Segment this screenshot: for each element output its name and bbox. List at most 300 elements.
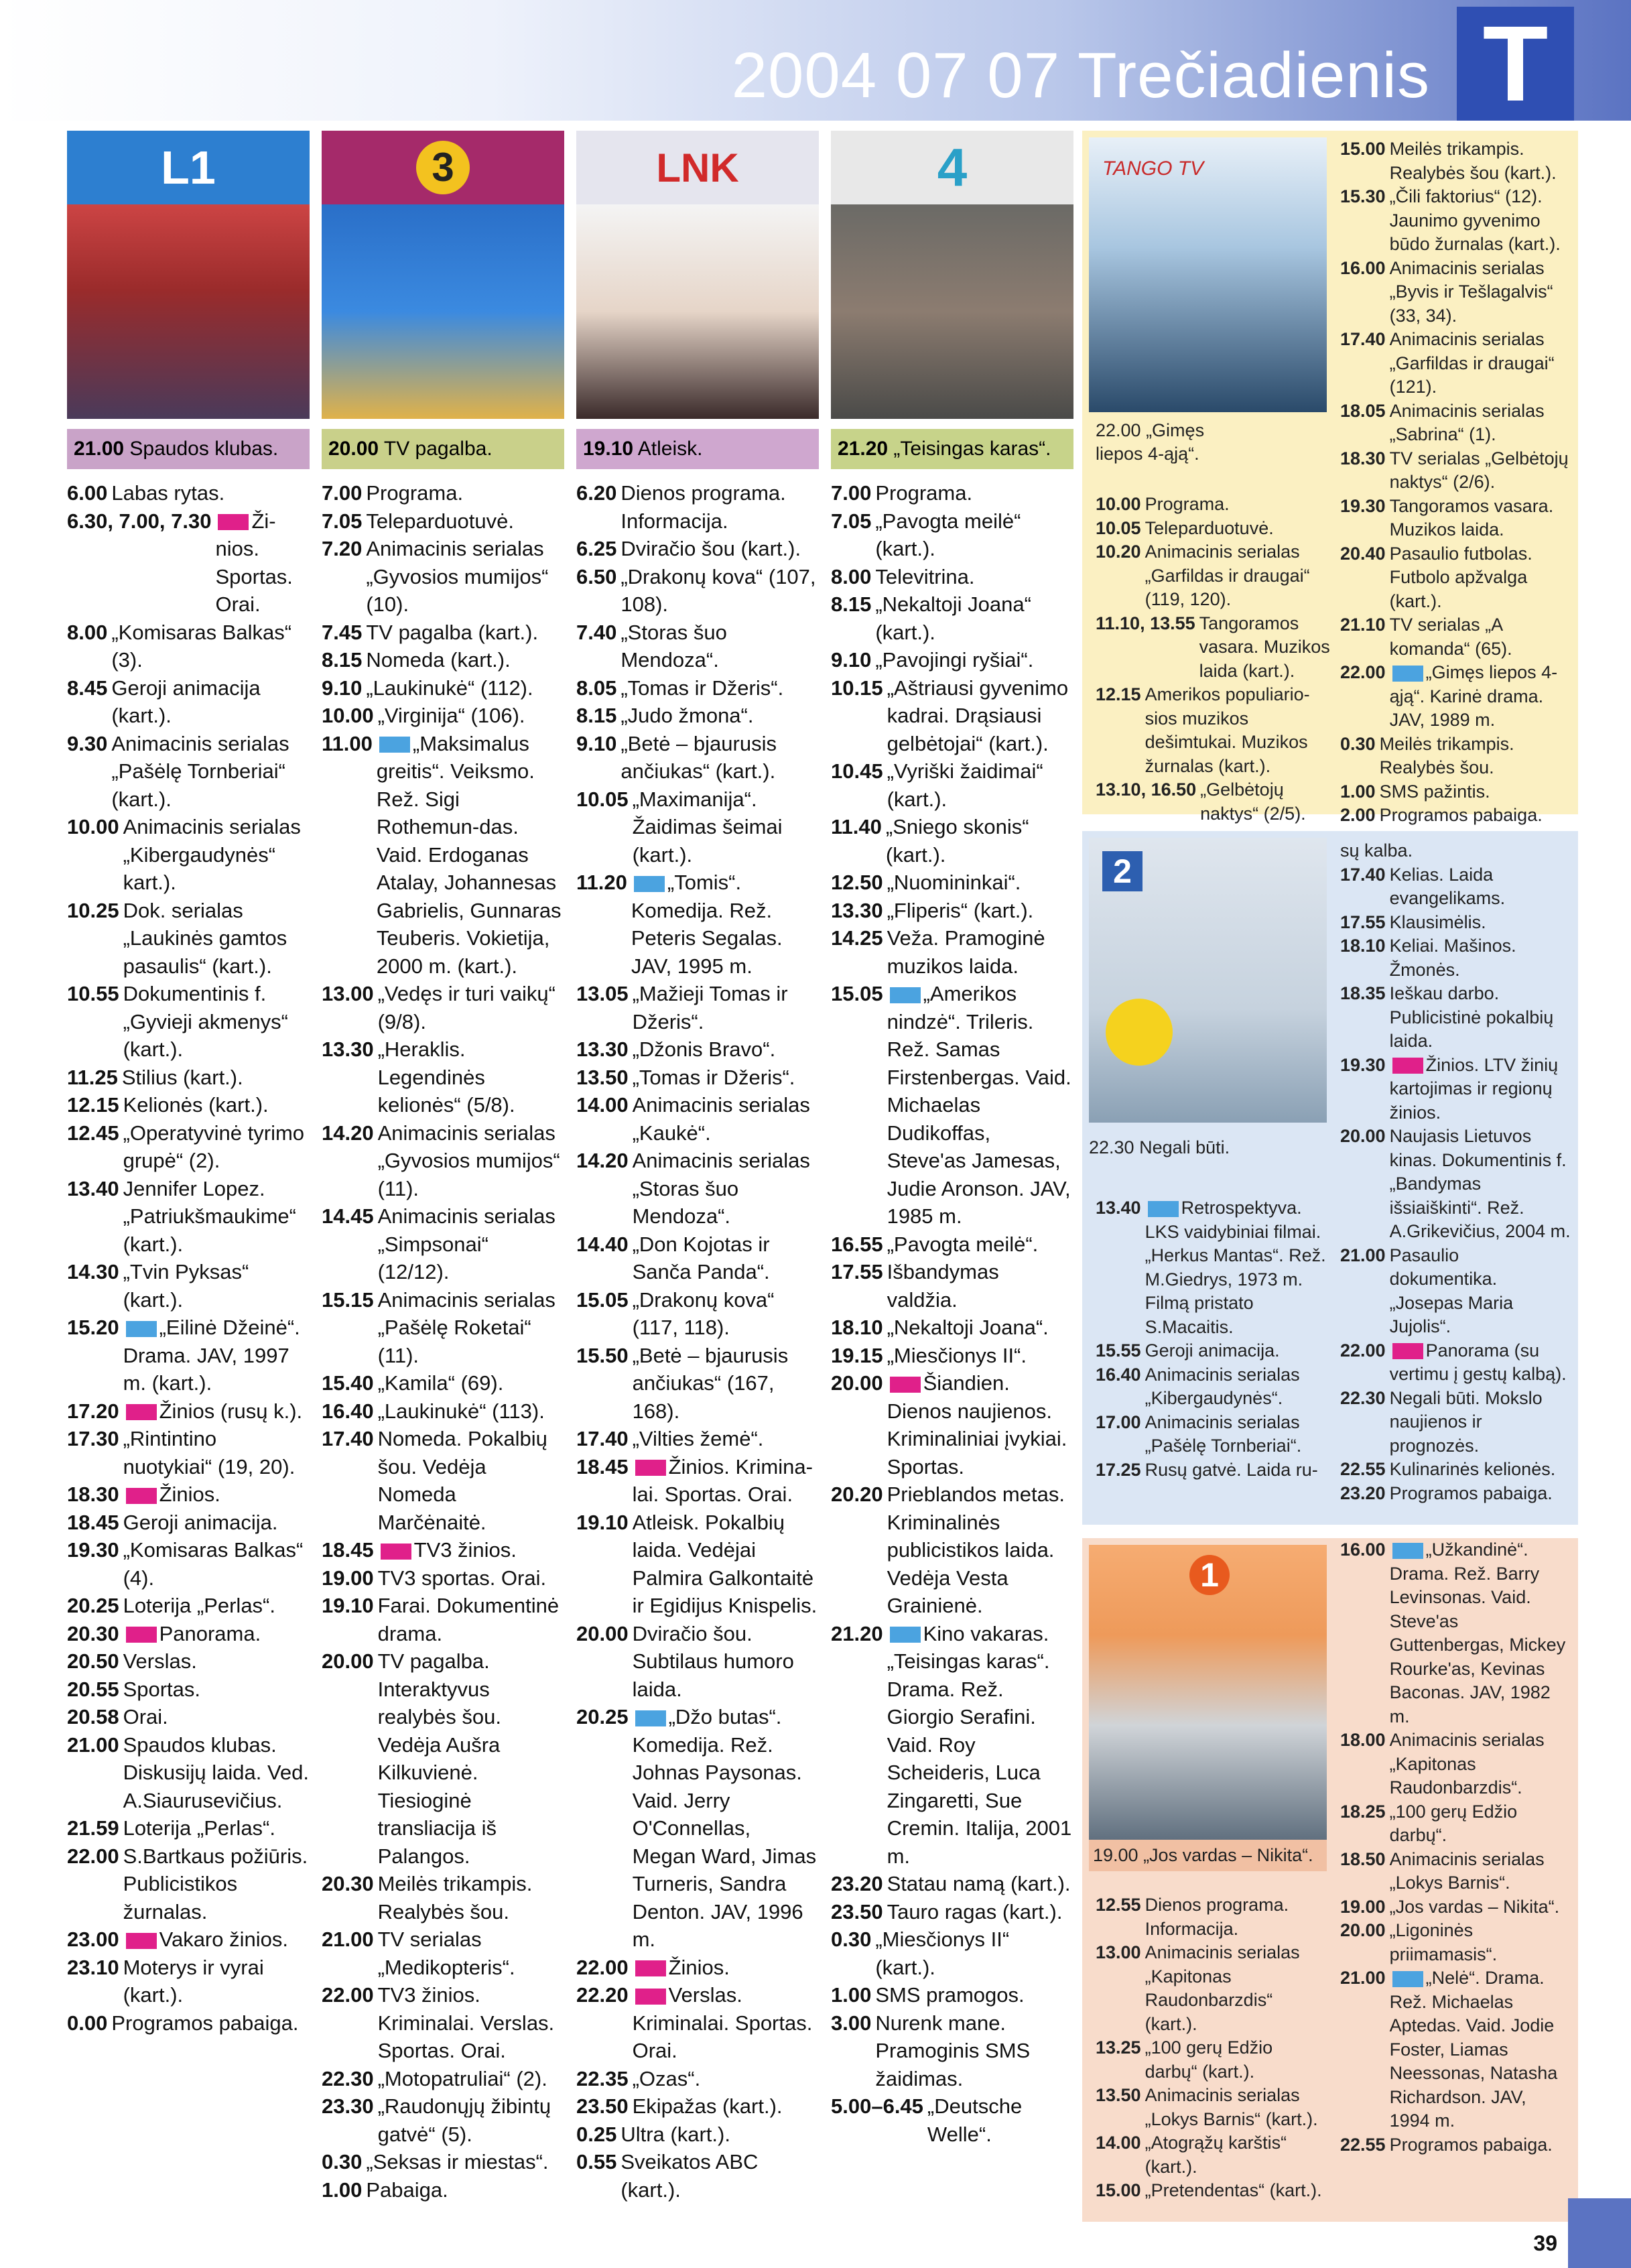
program-title: Ekipažas (kart.).: [632, 2094, 783, 2118]
film-icon: [890, 987, 921, 1003]
program-time: 10.05: [576, 787, 629, 811]
program-time: 20.00: [576, 1621, 629, 1645]
program-item: [67, 1592, 310, 1620]
program-title: „Čili faktorius“ (12). Jaunimo gyvenimo būdo žurnalas (kart.).: [1389, 186, 1561, 254]
program-title: „Komisaras Balkas“ (4).: [123, 1538, 304, 1590]
program-item: [831, 1231, 1073, 1259]
program-item: [322, 2148, 564, 2176]
program-item: [1340, 1966, 1571, 2133]
program-time: 6.00: [67, 481, 108, 505]
news-icon: [381, 1544, 411, 1560]
program-item: [831, 1314, 1073, 1342]
program-time: 12.50: [831, 871, 883, 894]
program-time: 20.55: [67, 1677, 119, 1701]
program-time: 15.40: [322, 1371, 374, 1395]
program-time: 18.35: [1340, 983, 1386, 1003]
program-time: 18.45: [322, 1538, 374, 1562]
program-list: [1340, 1538, 1571, 2157]
program-item: [322, 507, 564, 536]
program-title: „Rintintino nuotykiai“ (19, 20).: [123, 1427, 296, 1478]
program-time: 8.15: [576, 704, 617, 727]
news-icon: [635, 1989, 666, 2005]
program-title: „Drakonų kova“ (117, 118).: [632, 1287, 775, 1339]
program-time: 19.00: [322, 1566, 374, 1590]
program-time: 8.15: [831, 592, 872, 616]
program-title: SMS pažintis.: [1379, 781, 1490, 802]
program-title: Programos pabaiga.: [1389, 2134, 1553, 2155]
program-title: Pasaulio dokumentika. „Josepas Maria Jujolis“.: [1389, 1245, 1514, 1336]
program-time: 6.25: [576, 537, 617, 560]
channel-column-tv3: [322, 131, 564, 2228]
program-time: 6.20: [576, 481, 617, 505]
program-title: Dok. serialas „Laukinės gamtos pasaulis“ (kart.).: [123, 898, 287, 978]
program-item: [322, 619, 564, 647]
program-title: Dienos programa. Informacija.: [1145, 1895, 1289, 1939]
program-item: [67, 1119, 310, 1175]
program-title: Klausimėlis.: [1389, 911, 1486, 932]
program-item: [576, 1147, 819, 1231]
program-time: 17.00: [1096, 1411, 1141, 1432]
program-item: [67, 1091, 310, 1119]
program-title: „Deutsche Welle“.: [927, 2094, 1023, 2146]
caption: 21.00 Spaudos klubas.: [67, 429, 310, 469]
program-title: Šiandien. Dienos naujienos. Kriminaliniai įvykiai. Sportas.: [887, 1371, 1067, 1478]
program-time: 8.00: [67, 620, 108, 644]
program-item: [1340, 1458, 1571, 1482]
program-item: [67, 1926, 310, 1954]
program-time: 18.10: [831, 1316, 883, 1339]
program-time: 19.10: [576, 1510, 629, 1534]
program-time: 20.00: [322, 1649, 374, 1673]
corner-bar: [1568, 2198, 1631, 2268]
program-time: 9.10: [576, 731, 617, 755]
program-item: [67, 1425, 310, 1480]
program-item: [67, 1509, 310, 1537]
program-title: „Drakonų kova“ (107, 108).: [621, 564, 816, 616]
program-title: TV3 žinios. Kriminalai. Verslas. Sportas. Orai.: [377, 1983, 555, 2062]
program-time: 14.40: [576, 1232, 629, 1256]
program-item: [322, 980, 564, 1035]
program-title: „Miesčionys II“.: [887, 1343, 1027, 1367]
program-time: 17.55: [1340, 911, 1386, 932]
program-item: [576, 2148, 819, 2204]
channel-logo: L1: [67, 131, 310, 204]
program-time: 20.25: [67, 1594, 119, 1617]
program-item: [67, 1175, 310, 1259]
program-time: 17.40: [322, 1427, 374, 1450]
channel-photo: [67, 131, 310, 419]
program-item: [322, 730, 564, 981]
program-time: 22.55: [1340, 1459, 1386, 1479]
program-title: „Sniego skonis“ (kart.).: [885, 815, 1029, 867]
program-time: 17.40: [1340, 864, 1386, 885]
program-item: [1340, 733, 1571, 780]
program-title: Meilės trikampis. Realybės šou.: [1379, 733, 1514, 777]
program-title: Tangoramos vasara. Muzikos laida (kart.).: [1199, 613, 1330, 681]
program-title: Naujasis Lietuvos kinas. Dokumentinis f. „Bandymas išsiaiškinti“. Rež. A.Grikevičius, 2004 m.: [1389, 1126, 1571, 1241]
program-time: 10.20: [1096, 542, 1141, 562]
program-time: 16.00: [1340, 1539, 1386, 1560]
program-item: [322, 535, 564, 619]
program-title: „Vilties žemė“.: [632, 1427, 764, 1450]
program-title: „Mažieji Tomas ir Džeris“.: [632, 982, 788, 1033]
program-title: „Motopatruliai“ (2).: [377, 2066, 547, 2090]
program-title: Meilės trikampis. Realybės šou.: [377, 1872, 533, 1924]
program-time: 19.30: [67, 1538, 119, 1562]
program-title: Dviračio šou. Subtilaus humoro laida.: [632, 1621, 794, 1701]
program-title: Kelias. Laida evangelikams.: [1389, 864, 1506, 908]
program-time: 13.30: [576, 1037, 629, 1061]
program-item: [576, 1231, 819, 1286]
program-time: 8.45: [67, 676, 108, 700]
program-item: [1340, 613, 1571, 661]
program-title: Animacinis serialas „Lokys Barnis“.: [1389, 1848, 1545, 1893]
program-title: Animacinis serialas „Kibergaudynės“.: [1145, 1364, 1300, 1408]
program-item: [67, 1731, 310, 1815]
program-time: 9.10: [831, 648, 872, 672]
caption: 22.00 „Gimęs liepos 4-ąją“.: [1096, 420, 1205, 464]
program-time: 22.00: [576, 1955, 629, 1979]
program-time: 17.25: [1096, 1459, 1141, 1480]
program-time: 23.20: [1340, 1483, 1386, 1503]
program-item: [1340, 934, 1571, 982]
program-item: [576, 1064, 819, 1092]
program-time: 8.15: [322, 648, 363, 672]
program-title: TV pagalba. Interaktyvus realybės šou. Vedėja Aušra Kilkuvienė. Tiesioginė transliacija iš Palangos.: [377, 1649, 501, 1868]
pbk-box: [1082, 1538, 1578, 2222]
channel-photo: [576, 131, 819, 419]
program-title: „Nekaltoji Joana“.: [887, 1316, 1049, 1339]
program-item: [67, 619, 310, 674]
channel-logo: 3: [322, 131, 564, 204]
channel-column-lrt: [67, 131, 310, 2228]
program-time: 21.00: [67, 1732, 119, 1757]
program-time: 22.30: [322, 2066, 374, 2090]
program-item: [1340, 447, 1571, 495]
program-time: 10.25: [67, 898, 119, 922]
program-item: [576, 730, 819, 785]
program-time: 20.58: [67, 1705, 119, 1728]
program-time: 13.30: [322, 1037, 374, 1061]
program-time: 23.20: [831, 1872, 883, 1895]
program-time: 10.00: [322, 704, 374, 727]
program-title: „Amerikos nindzė“. Trileris. Rež. Samas Firstenbergas. Vaid. Michaelas Dudikoffas, Steve'as Jamesas, Judie Aronson. JAV, 1985 m.: [887, 982, 1071, 1228]
channel-logo: 1: [1189, 1555, 1230, 1595]
program-item: [1340, 1244, 1571, 1339]
program-title: „Nuomininkai“.: [887, 871, 1021, 894]
film-icon: [890, 1627, 921, 1643]
program-time: 20.30: [67, 1621, 119, 1645]
program-item: [1096, 1941, 1327, 2036]
program-item: [1096, 517, 1330, 541]
program-title: Animacinis serialas „Gyvosios mumijos“ (10).: [366, 537, 549, 616]
program-time: 12.45: [67, 1121, 119, 1145]
page-number: 39: [1533, 2231, 1557, 2255]
program-time: 20.00: [1340, 1126, 1386, 1146]
program-item: [576, 869, 819, 980]
program-time: 14.30: [67, 1260, 119, 1283]
program-item: [322, 1870, 564, 1926]
program-item: [322, 1926, 564, 1981]
program-title: Dienos programa. Informacija.: [621, 481, 786, 533]
program-title: „Operatyvinė tyrimo grupė“ (2).: [123, 1121, 305, 1172]
program-title: „Eilinė Džeinė“. Drama. JAV, 1997 m. (kart.).: [123, 1316, 300, 1395]
program-title: „Miesčionys II“ (kart.).: [875, 1928, 1010, 1979]
program-item: [1340, 661, 1571, 733]
program-item: [1340, 982, 1571, 1054]
program-item: [1340, 1482, 1571, 1506]
program-title: „Nekaltoji Joana“ (kart.).: [875, 592, 1031, 644]
program-time: 6.50: [576, 564, 617, 588]
program-time: 8.00: [831, 564, 872, 588]
program-title: Atleisk. Pokalbių laida. Vedėjai Palmira Galkontaitė ir Egidijus Knispelis.: [632, 1510, 818, 1617]
program-title: „Tomas ir Džeris“.: [632, 1065, 795, 1089]
news-icon: [635, 1960, 666, 1976]
program-item: [831, 1898, 1073, 1926]
program-title: Programos pabaiga.: [111, 2011, 299, 2035]
program-title: Kino vakaras. „Teisingas karas“. Drama. Rež. Giorgio Serafini. Vaid. Roy Scheideris, Luca Zingaretti, Sue Cremin. Italija, 2001 m.: [887, 1621, 1072, 1868]
news-icon: [890, 1377, 921, 1393]
program-item: [1340, 1728, 1571, 1800]
program-time: 23.50: [576, 2094, 629, 2118]
program-time: 22.00: [67, 1844, 119, 1868]
program-item: [1096, 540, 1330, 612]
program-time: 22.20: [576, 1983, 629, 2007]
program-item: [67, 1954, 310, 2009]
program-title: Programos pabaiga.: [1379, 805, 1543, 825]
program-time: 18.25: [1340, 1801, 1386, 1822]
program-time: 5.00–6.45: [831, 2094, 923, 2118]
program-title: Animacinis serialas „Pašėlę Tornberiai“.: [1145, 1411, 1302, 1456]
program-title: Nomeda (kart.).: [366, 648, 511, 672]
program-title: Sveikatos ABC (kart.).: [621, 2150, 759, 2202]
program-title: Animacinis serialas „Simpsonai“ (12/12).: [377, 1204, 556, 1283]
program-item: [322, 702, 564, 730]
program-title: Animacinis serialas „Gyvosios mumijos“ (11).: [377, 1121, 560, 1200]
program-item: [322, 1286, 564, 1370]
program-title: Animacinis serialas „Garfildas ir draugai“ (119, 120).: [1145, 542, 1310, 609]
program-time: 1.00: [1340, 781, 1376, 802]
program-time: 15.50: [576, 1343, 629, 1367]
program-title: Negali būti. Mokslo naujienos ir prognozės.: [1389, 1387, 1543, 1456]
program-item: [67, 980, 310, 1064]
caption: 19.00 „Jos vardas – Nikita“.: [1089, 1840, 1327, 1871]
channel-logo: 4: [831, 131, 1073, 204]
program-list: [1340, 839, 1571, 1505]
program-time: 17.40: [576, 1427, 629, 1450]
program-time: 21.59: [67, 1816, 119, 1840]
program-time: 7.45: [322, 620, 363, 644]
program-title: „Aštriausi gyvenimo kadrai. Drąsiausi gelbėtojai“ (kart.).: [887, 676, 1069, 755]
program-title: TV pagalba (kart.).: [366, 620, 539, 644]
program-title: Farai. Dokumentinė drama.: [377, 1594, 560, 1645]
program-item: [1340, 1800, 1571, 1848]
program-title: Animacinis serialas „Pašėlę Tornberiai“ (kart.).: [111, 731, 289, 811]
program-title: „Pavogta meilė“.: [887, 1232, 1039, 1256]
program-title: „Tvin Pyksas“ (kart.).: [123, 1260, 249, 1312]
program-item: [831, 757, 1073, 813]
program-time: 0.00: [67, 2011, 108, 2035]
news-icon: [218, 514, 249, 530]
program-list: [1096, 493, 1330, 826]
program-list: [1096, 1893, 1327, 2203]
program-item: [322, 1647, 564, 1870]
program-item: [831, 2092, 1073, 2148]
program-item: [831, 1620, 1073, 1871]
program-time: 19.30: [1340, 495, 1386, 516]
film-icon: [634, 876, 665, 892]
program-title: Televitrina.: [875, 564, 975, 588]
program-title: „Laukinukė“ (112).: [366, 676, 533, 700]
program-time: 16.40: [1096, 1364, 1141, 1385]
program-title: „Seksas ir miestas“.: [366, 2150, 549, 2174]
program-time: 22.00: [322, 1983, 374, 2007]
program-title: Loterija „Perlas“.: [123, 1816, 275, 1840]
program-title: Tauro ragas (kart.).: [887, 1899, 1063, 1924]
film-icon: [1392, 666, 1423, 682]
program-item: [1340, 863, 1571, 911]
program-item: [67, 1703, 310, 1731]
program-title: „Kamila“ (69).: [377, 1371, 504, 1395]
program-item: [67, 730, 310, 814]
program-title: Žinios.: [123, 1480, 310, 1509]
program-title: Jennifer Lopez. „Patriukšmaukime“ (kart.).: [123, 1176, 296, 1256]
program-time: 17.30: [67, 1427, 119, 1450]
program-time: 15.00: [1340, 139, 1386, 159]
program-time: 23.30: [322, 2094, 374, 2118]
program-time: 6.30, 7.00, 7.30: [67, 509, 212, 533]
program-time: 12.15: [67, 1093, 119, 1117]
program-time: 0.30: [322, 2150, 363, 2174]
program-title: Veža. Pramoginė muzikos laida.: [887, 926, 1045, 978]
program-time: 12.15: [1096, 684, 1141, 704]
program-time: 16.40: [322, 1399, 374, 1423]
program-time: 18.45: [67, 1510, 119, 1534]
film-icon: [126, 1321, 157, 1337]
program-item: [67, 1620, 310, 1648]
program-item: [1340, 257, 1571, 328]
program-title: „Nelė“. Drama. Rež. Michaelas Aptedas. Vaid. Jodie Foster, Liamas Neessonas, Natasha Richardson. JAV, 1994 m.: [1389, 1968, 1558, 2131]
program-title: Moterys ir vyrai (kart.).: [123, 1955, 264, 2007]
program-title: „Betė – bjaurusis ančiukas“ (kart.).: [621, 731, 777, 783]
program-item: [322, 1592, 564, 1647]
program-time: 15.05: [576, 1287, 629, 1312]
program-time: 11.00: [322, 731, 373, 755]
program-item: [1340, 780, 1571, 804]
program-item: [831, 1258, 1073, 1314]
channel-logo: 2: [1102, 851, 1143, 891]
program-title: „Gimęs liepos 4-ąją“. Karinė drama. JAV, 1989 m.: [1389, 662, 1558, 730]
program-item: [1340, 328, 1571, 399]
program-time: 11.10, 13.55: [1096, 613, 1195, 633]
program-title: „Tomis“. Komedija. Rež. Peteris Segalas. JAV, 1995 m.: [631, 871, 783, 978]
program-time: 13.00: [1096, 1942, 1141, 1962]
program-title: Animacinis serialas „Pašėlę Roketai“ (11).: [377, 1287, 556, 1367]
program-time: 18.50: [1340, 1848, 1386, 1869]
program-time: 15.55: [1096, 1340, 1141, 1361]
program-item: [322, 1119, 564, 1203]
page-header: [0, 0, 1631, 121]
program-item: [322, 2092, 564, 2148]
program-time: 10.15: [831, 676, 883, 700]
program-title: Sportas.: [123, 1677, 201, 1701]
program-item: [67, 897, 310, 981]
program-title: „Jos vardas – Nikita“.: [1389, 1896, 1560, 1917]
program-title: „Storas šuo Mendoza“.: [621, 620, 727, 672]
program-item: [1340, 1125, 1571, 1244]
program-item: [1096, 493, 1330, 517]
program-title: Tangoramos vasara. Muzikos laida.: [1389, 495, 1554, 540]
program-item: [322, 479, 564, 507]
program-title: Animacinis serialas „Garfildas ir draugai“ (121).: [1389, 329, 1555, 397]
program-time: 20.00: [1340, 1920, 1386, 1940]
program-title: Žinios. LTV žinių kartojimas ir regionų žinios.: [1389, 1054, 1559, 1123]
program-title: „Gelbėtojų naktys“ (2/5).: [1200, 779, 1306, 824]
program-title: Animacinis serialas „Kaukė“.: [632, 1093, 810, 1145]
program-title: Spaudos klubas. Diskusijų laida. Ved. A.Siaurusevičius.: [123, 1732, 310, 1812]
program-item: [831, 1981, 1073, 2009]
program-item: [1096, 2179, 1327, 2203]
program-item: [831, 1870, 1073, 1898]
program-title: „Vedęs ir turi vaikų“ (9/8).: [377, 982, 556, 1033]
program-title: Animacinis serialas „Sabrina“ (1).: [1389, 400, 1545, 444]
program-title: „Betė – bjaurusis ančiukas“ (167, 168).: [632, 1343, 789, 1423]
program-item: [67, 1536, 310, 1592]
program-item: [576, 479, 819, 535]
program-time: 13.05: [576, 982, 629, 1005]
program-time: 21.20: [831, 1621, 883, 1645]
program-time: 7.05: [322, 509, 363, 533]
program-item: [322, 1536, 564, 1564]
program-title: Dokumentinis f. „Gyvieji akmenys“ (kart.).: [123, 982, 288, 1061]
smiley-icon: [1106, 999, 1173, 1066]
program-item: [576, 1091, 819, 1147]
program-time: 18.45: [576, 1454, 629, 1478]
program-item: [1096, 1893, 1327, 1941]
program-title: „Atogrąžų karštis“ (kart.).: [1145, 2133, 1287, 2177]
program-title: Loterija „Perlas“.: [123, 1594, 275, 1617]
program-title: Keliai. Mašinos. Žmonės.: [1389, 936, 1516, 980]
program-item: [322, 674, 564, 702]
program-time: 7.05: [831, 509, 872, 533]
program-time: 13.50: [1096, 2085, 1141, 2105]
program-title: „Don Kojotas ir Sanča Panda“.: [632, 1232, 770, 1283]
program-title: Labas rytas.: [111, 481, 225, 505]
program-title: Animacinis serialas „Lokys Barnis“ (kart.).: [1145, 2085, 1318, 2129]
program-time: 21.00: [1340, 1968, 1386, 1988]
program-time: 13.30: [831, 898, 883, 922]
program-list: [831, 479, 1073, 2148]
program-item: [67, 1397, 310, 1426]
program-title: Vakaro žinios.: [123, 1926, 310, 1954]
program-title: Pasaulio futbolas. Futbolo apžvalga (kart.).: [1389, 543, 1532, 611]
channel-column-lnk: [576, 131, 819, 2228]
program-item: [1340, 399, 1571, 447]
film-icon: [1148, 1201, 1179, 1217]
program-item: [322, 1035, 564, 1119]
program-item: [1340, 137, 1571, 185]
program-item: [67, 1258, 310, 1314]
program-item: [67, 1647, 310, 1676]
program-list: [1340, 137, 1571, 828]
program-item: [576, 1342, 819, 1426]
program-title: TV serialas „Gelbėtojų naktys“ (2/6).: [1389, 448, 1569, 492]
program-item: [67, 1064, 310, 1092]
program-time: 18.10: [1340, 936, 1386, 956]
program-time: 17.20: [67, 1399, 119, 1423]
program-item: [831, 507, 1073, 563]
program-item: [1340, 2133, 1571, 2157]
